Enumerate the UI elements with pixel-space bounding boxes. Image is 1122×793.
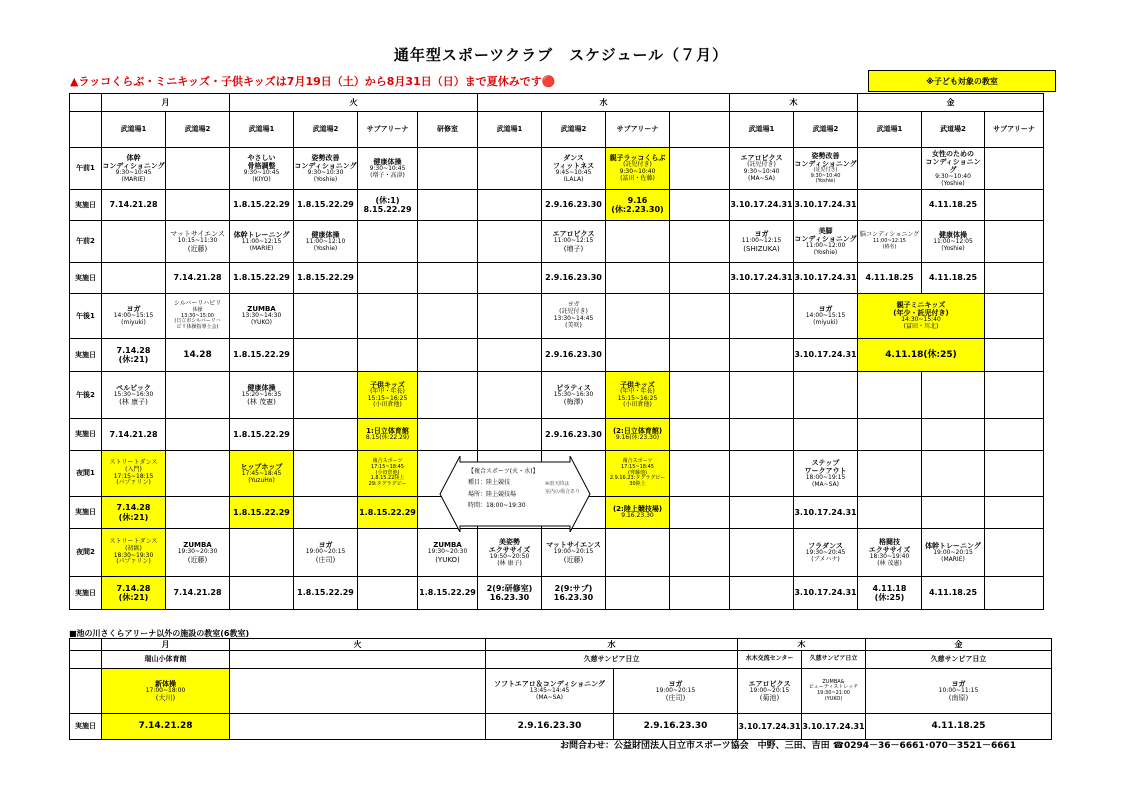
class-cell-child: 複合スポーツ 17:15~18:45 (齊藤他) 2.9.16.23:タグラグビー 30陸上 [606,451,670,497]
date-cell: 1.8.15.22.29 [294,263,358,294]
class-cell: 体幹 コンディショニング 9:30~10:45 (MARIE) [102,148,166,190]
date-cell: 4.11.18.25 [922,263,985,294]
class-cell: ヒップホップ 17:45~18:45 (YuzuHo) [230,451,294,497]
summer-break-notice: ▲ラッコくらぶ・ミニキッズ・子供キッズは7月19日（土）から8月31日（日）まで夏休みです🔴 [70,75,556,88]
class-cell: ペルビック 15:30~16:30 (林 康子) [102,372,166,419]
day-thu: 木 [730,94,858,112]
date-cell: 7.14.21.28 [102,190,166,221]
venue-header: サブアリーナ [985,112,1044,148]
date-cell: (休:1) 8.15.22.29 [358,190,418,221]
date-cell: 3.10.17.24.31 [802,714,866,740]
venue-header: 武道場2 [794,112,858,148]
venue-header-row [70,112,1044,148]
date-cell: 4.11.18.25 [922,190,985,221]
facility-name: 久慈サンピア日立 [486,651,738,669]
class-cell: 健康体操 9:30~10:45 (増子・高津) [358,148,418,190]
day-fri: 金 [858,94,1044,112]
class-cell: 脳コンディショニング 11:00~12:15 (椿名) [858,221,922,263]
slot-row-am1 [70,148,1044,190]
venue-header: 武道場1 [730,112,794,148]
slot-label: 午後2 [70,372,102,419]
class-cell: 格闘技 エクササイズ 18:30~19:40 (林 茂憲) [858,529,922,577]
class-cell-child: 親子ミニキッズ (年少・託児付き) 14:30~15:40 (冨田・川北) [858,294,985,339]
class-cell: ヨガ 14:00~15:15 (miyuki) [102,294,166,339]
class-cell: ストリートダンス (入門) 17:15~18:15 (パプァリン) [102,451,166,497]
class-cell-child: 複合スポーツ 17:15~18:45 (小田倉他) 1.8.15.22陸上 29:タグラグビー [358,451,418,497]
venue-header: サブアリーナ [606,112,670,148]
venue-header: 武道場1 [102,112,166,148]
class-cell: ヨガ 14:00~15:15 (miyuki) [794,294,858,339]
class-cell: ヨガ (託児付き) 13:30~14:45 (美咲) [542,294,606,339]
date-cell: 7.14.21.28 [102,419,166,451]
slot-row-am2 [70,221,1044,263]
class-cell: ヨガ 11:00~12:15 (SHIZUKA) [730,221,794,263]
slot-label: 実施日 [70,263,102,294]
date-cell: 4.11.18(休:25) [858,339,985,372]
class-cell: 美脚 コンディショニング 11:00~12:00 (Yoshie) [794,221,858,263]
date-cell: 7.14.28 (休:21) [102,577,166,610]
date-cell: 7.14.21.28 [166,577,230,610]
date-cell: 1.8.15.22.29 [230,190,294,221]
day-wed: 水 [478,94,730,112]
date-cell: 7.14.28 (休:21) [102,339,166,372]
dates-row-pm2 [70,419,1044,451]
day-mon: 月 [102,94,230,112]
combo-sports-note: ※雨天時は 室内の場合あり [545,481,581,495]
slot-label: 実施日 [70,577,102,610]
date-cell: 2.9.16.23.30 [542,419,606,451]
class-cell: マットサイエンス 19:00~20:15 (近藤) [542,529,606,577]
facility-name: 久慈サンピア日立 [866,651,1052,669]
date-cell: 14.28 [166,339,230,372]
venue-header: 武道場2 [542,112,606,148]
slot-label: 実施日 [70,497,102,529]
slot-label: 夜間1 [70,451,102,497]
other-facilities-table: 月 火 水 木 金 瑞山小体育館 久慈サンピア日立 水木交流センター 久慈サンピア日立 久慈サンピア日立 新体操 17:00~18:00 (大川) ソフトエアロ＆コンディショニング 13:45~14:45 (MA~SA) ヨガ 19:00~20:15 (庄司) エアロビクス 19:00~20:15 (菊池) ZUMBA& ビューティストレッチ 19:30~21:00 (YUKO) ヨガ 10:00~11:15 (南原) 実施日 7.14.21.28 2.9.16.23.30 2.9.16.23.30 3.10.17.24.31 3.10.17.24.31 4.11.18.25 [69,638,1052,740]
contact-info: お問合わせ：公益財団法人日立市スポーツ協会 中野、三田、吉田 ☎0294－36－6661･070－3521－6661 [560,741,1016,751]
facility-name: 久慈サンピア日立 [802,651,866,669]
slot-label: 実施日 [70,190,102,221]
date-cell: (2:日立体育館) 9.16(休:23.30) [606,419,670,451]
date-cell: (2:陸上競技場) 9.16.23.30 [606,497,670,529]
date-cell: 1.8.15.22.29 [358,497,418,529]
class-cell: ZUMBA 13:30~14:30 (YUKO) [230,294,294,339]
date-cell: 4.11.18 (休:25) [858,577,922,610]
class-cell: 健康体操 11:00~12:10 (Yoshie) [294,221,358,263]
class-cell: シルバーリハビリ 体操 13:30~15:00 (日立市シルバーリハ ビリ体操指導士会) [166,294,230,339]
date-cell: 1:日立体育館 8.15(休:22.29) [358,419,418,451]
date-cell: 7.14.28 (休:21) [102,497,166,529]
class-cell: やさしい 骨格調整 9:30~10:45 (KIYO) [230,148,294,190]
venue-header: 武道場1 [858,112,922,148]
slot-label: 午後1 [70,294,102,339]
date-cell: 1.8.15.22.29 [230,263,294,294]
date-cell: 1.8.15.22.29 [294,577,358,610]
date-cell: 2(9:サブ) 16.23.30 [542,577,606,610]
class-cell: 体幹トレーニング 19:00~20:15 (MARIE) [922,529,985,577]
class-cell: ZUMBA 19:30~20:30 (YUKO) [418,529,478,577]
date-cell: 2.9.16.23.30 [614,714,738,740]
class-cell: ステップ ワークアウト 18:00~19:15 (MA~SA) [794,451,858,497]
class-cell-child: 親子ラッコくらぶ (託児付き) 9:30~10:40 (冨田・佐藤) [606,148,670,190]
class-cell: ZUMBA& ビューティストレッチ 19:30~21:00 (YUKO) [802,669,866,714]
class-cell: エアロビクス (託児付き) 9:30~10:40 (MA~SA) [730,148,794,190]
class-cell: 健康体操 11:00~12:05 (Yoshie) [922,221,985,263]
class-cell: ZUMBA 19:30~20:30 (近藤) [166,529,230,577]
dates-row-pm1 [70,339,1044,372]
date-cell: 3.10.17.24.31 [730,263,794,294]
other-facilities-title: ■池の川さくらアリーナ以外の施設の教室(6教室) [69,629,250,638]
slot-label: 午前2 [70,221,102,263]
venue-header: 武道場2 [922,112,985,148]
date-cell: 2(9:研修室) 16.23.30 [478,577,542,610]
slot-label: 実施日 [70,714,102,740]
class-cell-child: 子供キッズ (年中・年長) 15:15~16:25 (小田倉他) [358,372,418,419]
date-cell: 1.8.15.22.29 [230,339,294,372]
slot-label: 夜間2 [70,529,102,577]
date-cell: 1.8.15.22.29 [230,419,294,451]
page-title: 通年型スポーツクラブ スケジュール（７月） [393,46,729,64]
class-cell: ヨガ 19:00~20:15 (庄司) [614,669,738,714]
dates-row-ev2 [70,577,1044,610]
date-cell: 3.10.17.24.31 [794,190,858,221]
class-cell: フラダンス 19:30~20:45 (ブメハナ) [794,529,858,577]
date-cell: 4.11.18.25 [858,263,922,294]
date-cell: 3.10.17.24.31 [794,339,858,372]
date-cell: 3.10.17.24.31 [794,577,858,610]
date-cell: 2.9.16.23.30 [542,263,606,294]
date-cell: 1.8.15.22.29 [230,497,294,529]
date-cell: 1.8.15.22.29 [294,190,358,221]
slot-row-pm2 [70,372,1044,419]
slot-row-ev2 [70,529,1044,577]
venue-header: サブアリーナ [358,112,418,148]
class-cell: 姿勢改善 コンディショニング (託児付き) 9:30~10:40 (Yoshie) [794,148,858,190]
venue-header: 武道場1 [230,112,294,148]
child-class-legend: ※子ども対象の教室 [868,70,1056,92]
date-cell: 4.11.18.25 [866,714,1052,740]
class-cell-child: 子供キッズ (年中・年長) 15:15~16:25 (小田倉他) [606,372,670,419]
venue-header: 武道場2 [166,112,230,148]
class-cell: エアロビクス 11:00~12:15 (増子) [542,221,606,263]
date-cell: 3.10.17.24.31 [730,190,794,221]
date-cell: 2.9.16.23.30 [542,339,606,372]
class-cell: 健康体操 15:20~16:35 (林 茂憲) [230,372,294,419]
class-cell: 女性のための コンディショニング 9:30~10:40 (Yoshie) [922,148,985,190]
venue-header: 武道場1 [478,112,542,148]
slot-label: 午前1 [70,148,102,190]
date-cell: 1.8.15.22.29 [418,577,478,610]
class-cell: 美姿勢 エクササイズ 19:50~20:50 (林 康子) [478,529,542,577]
class-cell: エアロビクス 19:00~20:15 (菊池) [738,669,802,714]
date-cell: 3.10.17.24.31 [738,714,802,740]
date-cell: 4.11.18.25 [922,577,985,610]
class-cell: ソフトエアロ＆コンディショニング 13:45~14:45 (MA~SA) [486,669,614,714]
date-cell: 3.10.17.24.31 [794,497,858,529]
date-cell: 7.14.21.28 [102,714,230,740]
class-cell: 体幹トレーニング 11:00~12:15 (MARIE) [230,221,294,263]
schedule-table [69,93,1044,610]
date-cell: 9.16 (休:2.23.30) [606,190,670,221]
slot-row-pm1 [70,294,1044,339]
class-cell: ヨガ 10:00~11:15 (南原) [866,669,1052,714]
date-cell: 2.9.16.23.30 [486,714,614,740]
class-cell: 姿勢改善 コンディショニング 9:30~10:30 (Yoshie) [294,148,358,190]
facility-name: 水木交流センター [738,651,802,669]
class-cell: ピラティス 15:30~16:30 (梅澤) [542,372,606,419]
class-cell: ヨガ 19:00~20:15 (庄司) [294,529,358,577]
date-cell: 2.9.16.23.30 [542,190,606,221]
day-header-row [70,94,1044,112]
date-cell: 7.14.21.28 [166,263,230,294]
venue-header: 研修室 [418,112,478,148]
facility-name: 瑞山小体育館 [102,651,230,669]
slot-label: 実施日 [70,419,102,451]
date-cell: 3.10.17.24.31 [794,263,858,294]
dates-row-am2 [70,263,1044,294]
venue-header: 武道場2 [294,112,358,148]
class-cell: ストリートダンス (初級) 18:30~19:30 (パプァリン) [102,529,166,577]
dates-row-am1 [70,190,1044,221]
class-cell: マットサイエンス 10:15~11:30 (近藤) [166,221,230,263]
combo-sports-info: 【複合スポーツ(火・水)】 種目：陸上競技 場所：陸上競技場 時間：18:00~19:30 [468,468,539,510]
day-tue: 火 [230,94,478,112]
class-cell: ダンス フィットネス 9:45~10:45 (LALA) [542,148,606,190]
class-cell: 新体操 17:00~18:00 (大川) [102,669,230,714]
slot-label: 実施日 [70,339,102,372]
